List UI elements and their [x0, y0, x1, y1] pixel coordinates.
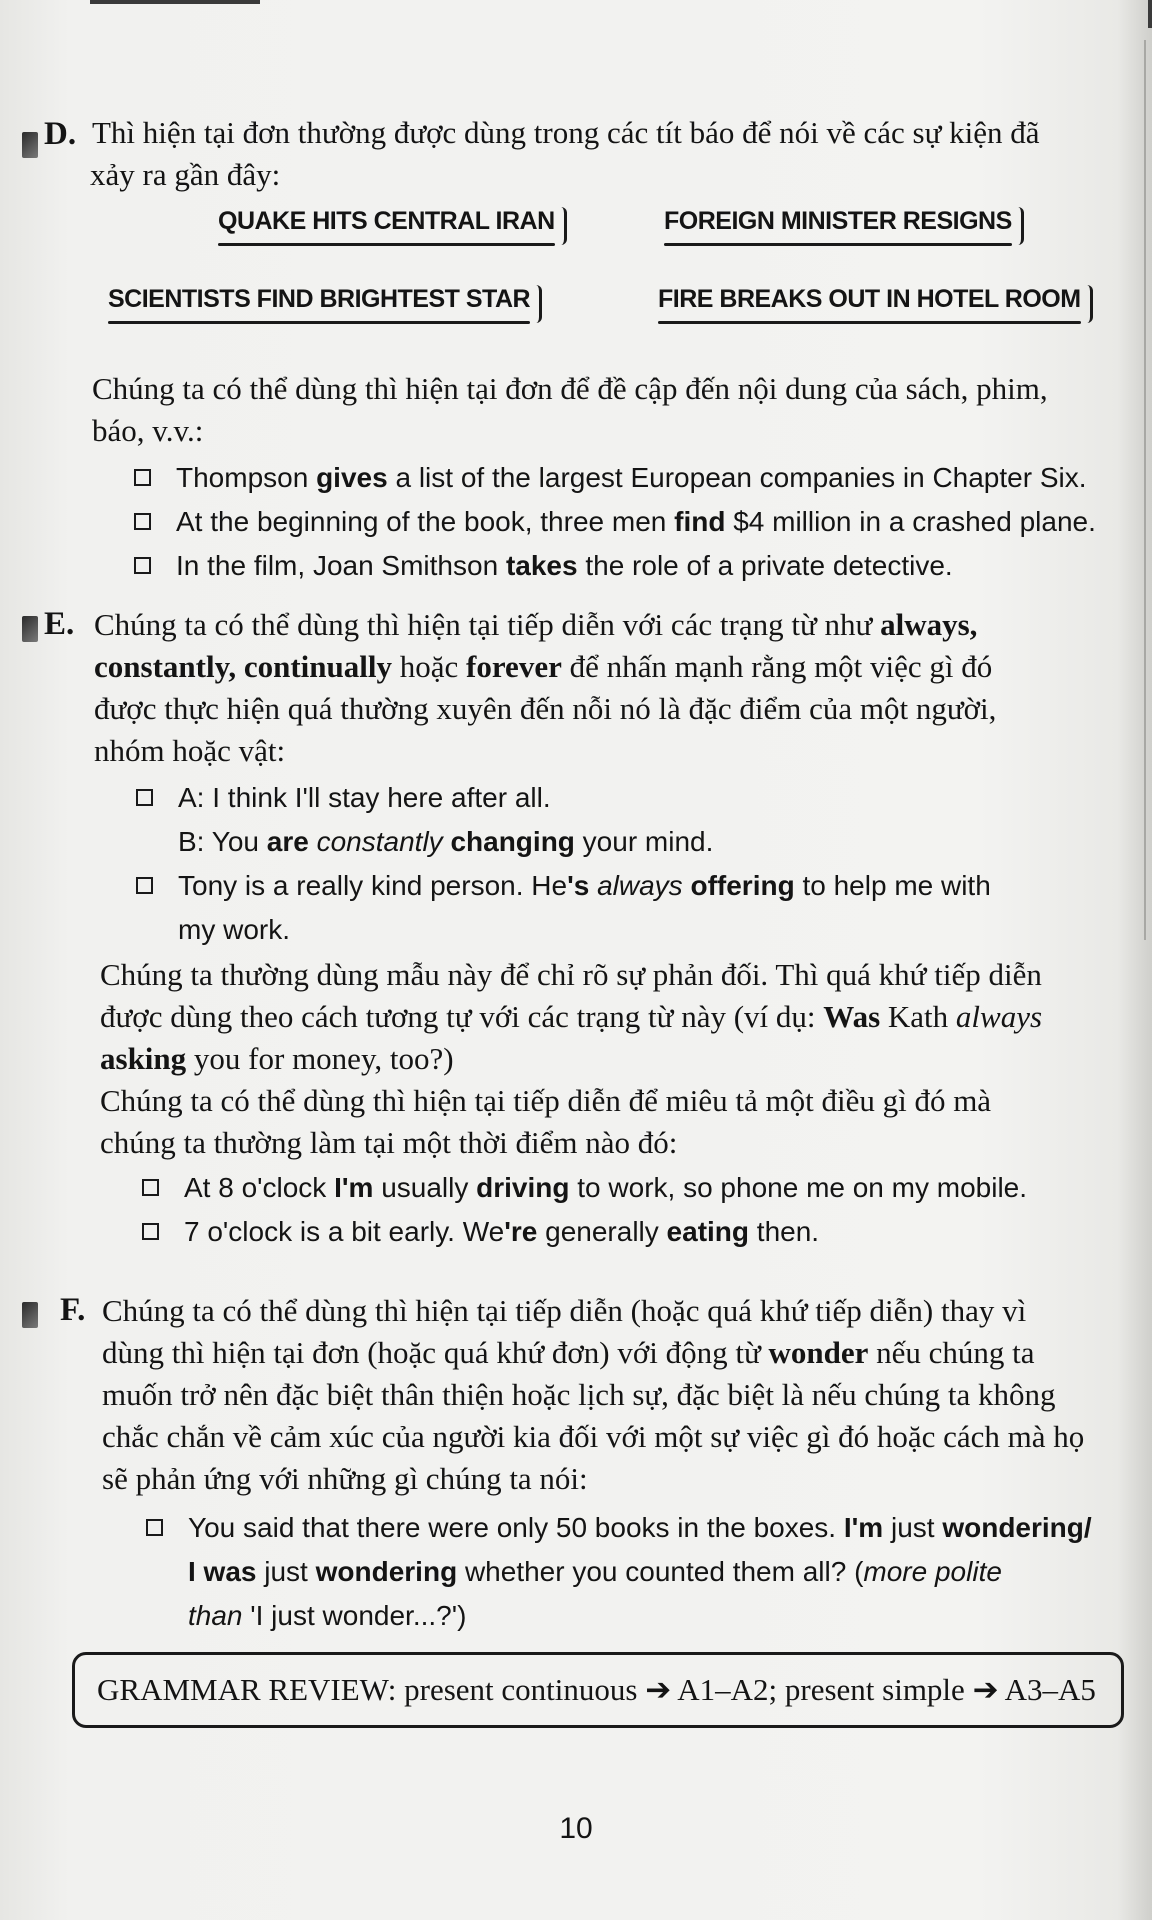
paragraph-line: Chúng ta có thể dùng thì hiện tại đơn để đề cập đến nội dung của sách, phim,	[92, 371, 1048, 406]
checkbox-bullet-icon	[146, 1519, 163, 1536]
section-letter: F.	[60, 1292, 86, 1328]
headline: QUAKE HITS CENTRAL IRAN	[218, 207, 555, 236]
headline: FIRE BREAKS OUT IN HOTEL ROOM	[658, 285, 1081, 314]
checkbox-bullet-icon	[134, 469, 151, 486]
paragraph-line: Chúng ta có thể dùng thì hiện tại tiếp diễn để miêu tả một điều gì đó mà	[100, 1083, 992, 1118]
example-item: Thompson gives a list of the largest European companies in Chapter Six.	[134, 456, 1124, 500]
paragraph-line: Chúng ta có thể dùng thì hiện tại tiếp diễn với các trạng từ như always,	[94, 607, 978, 642]
headline: FOREIGN MINISTER RESIGNS	[664, 207, 1012, 236]
checkbox-bullet-icon	[136, 877, 153, 894]
grammar-review-box	[72, 1652, 1124, 1728]
checkbox-bullet-icon	[136, 789, 153, 806]
page-corner	[1108, 0, 1152, 28]
paragraph-line: sẽ phản ứng với những gì chúng ta nói:	[102, 1461, 588, 1496]
paragraph-line: asking you for money, too?)	[100, 1041, 454, 1076]
section-marker-icon	[22, 1302, 38, 1328]
example-item: A: I think I'll stay here after all.	[136, 776, 1124, 820]
arrow-right-icon: ➔	[972, 1672, 999, 1707]
example-item: than 'I just wonder...?')	[188, 1600, 467, 1631]
page-number: 10	[559, 1812, 593, 1845]
paragraph-line: dùng thì hiện tại đơn (hoặc quá khứ đơn) với động từ wonder nếu chúng ta	[102, 1335, 1035, 1370]
intro-line: Thì hiện tại đơn thường được dùng trong các tít báo để nói về các sự kiện đã	[92, 115, 1040, 150]
paragraph-line: Chúng ta thường dùng mẫu này để chỉ rõ sự phản đối. Thì quá khứ tiếp diễn	[100, 957, 1042, 992]
section-d-content	[92, 368, 1124, 588]
paragraph-line: báo, v.v.:	[92, 413, 204, 448]
paragraph-line: được dùng theo cách tương tự với các trạng từ này (ví dụ: Was Kath always	[100, 999, 1043, 1034]
example-item: my work.	[178, 914, 290, 945]
checkbox-bullet-icon	[134, 513, 151, 530]
paragraph-line: chúng ta thường làm tại một thời điểm nào đó:	[100, 1125, 678, 1160]
example-item: You said that there were only 50 books in the boxes. I'm just wondering/	[146, 1506, 1124, 1550]
paragraph-line: Chúng ta có thể dùng thì hiện tại tiếp diễn (hoặc quá khứ tiếp diễn) thay vì	[102, 1293, 1027, 1328]
paragraph-line: nhóm hoặc vật:	[94, 733, 286, 768]
paragraph-line: chắc chắn về cảm xúc của người kia đối với một sự việc gì đó hoặc cách mà họ	[102, 1419, 1085, 1454]
section-letter: E.	[44, 606, 75, 642]
example-item: At 8 o'clock I'm usually driving to work, so phone me on my mobile.	[142, 1166, 1124, 1210]
intro-line: xảy ra gần đây:	[90, 157, 281, 192]
example-item: I was just wondering whether you counted them all? (more polite	[188, 1556, 1002, 1587]
section-marker-icon	[22, 132, 38, 158]
checkbox-bullet-icon	[142, 1223, 159, 1240]
headline: SCIENTISTS FIND BRIGHTEST STAR	[108, 285, 530, 314]
arrow-right-icon: ➔	[645, 1672, 672, 1707]
example-item: At the beginning of the book, three men find $4 million in a crashed plane.	[134, 500, 1124, 544]
example-item: In the film, Joan Smithson takes the role of a private detective.	[134, 544, 1124, 588]
example-item: B: You are constantly changing your mind.	[178, 826, 714, 857]
checkbox-bullet-icon	[134, 557, 151, 574]
checkbox-bullet-icon	[142, 1179, 159, 1196]
page-right-edge	[1144, 40, 1146, 940]
paragraph-line: được thực hiện quá thường xuyên đến nỗi nó là đặc điểm của một người,	[94, 691, 997, 726]
example-item: 7 o'clock is a bit early. We're generally eating then.	[142, 1210, 1124, 1254]
section-letter: D.	[44, 116, 77, 152]
review-ref: A1–A2; present simple	[677, 1672, 965, 1707]
review-label: GRAMMAR REVIEW: present continuous	[97, 1672, 638, 1707]
paragraph-line: constantly, continually hoặc forever để nhấn mạnh rằng một việc gì đó	[94, 649, 993, 684]
section-marker-icon	[22, 616, 38, 642]
page-top-edge	[90, 0, 260, 4]
review-ref: A3–A5	[1004, 1672, 1096, 1707]
paragraph-line: muốn trở nên đặc biệt thân thiện hoặc lịch sự, đặc biệt là nếu chúng ta không	[102, 1377, 1056, 1412]
example-item: Tony is a really kind person. He's always offering to help me with	[136, 864, 1124, 908]
